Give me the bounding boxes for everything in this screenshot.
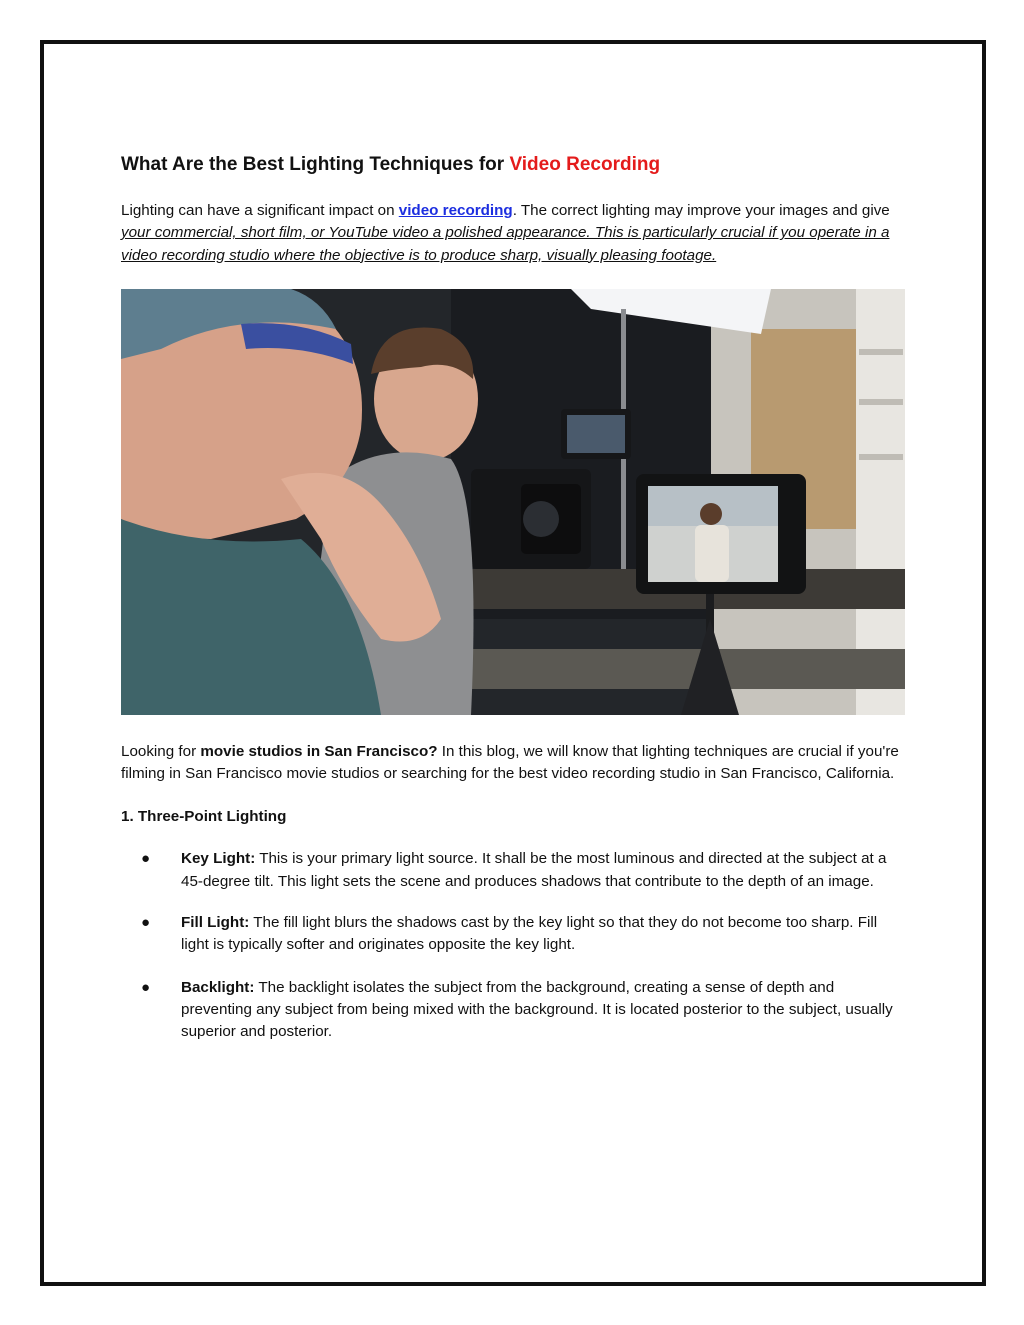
studios-bold: movie studios in San Francisco? [200,742,438,760]
title-accent: Video Recording [509,154,661,175]
list-item [121,912,905,957]
list-item [121,977,905,1044]
article-content [121,152,905,1060]
list-item-text: The backlight isolates the subject from the background, creating a sense of depth and preventing any subject from being mixed with the background. It is located posterior to the subject, usually superior and posterior. [181,978,893,1041]
list-item-text: The fill light blurs the shadows cast by the key light so that they do not become too sharp. Fill light is typically softer and originates opposite the key light. [181,914,878,954]
list-item [121,848,905,893]
intro-paragraph [121,200,905,267]
intro-post-link: . The correct lighting may improve your images and give [512,202,890,219]
video-recording-link[interactable]: video recording [398,202,513,219]
bullet-icon: ● [141,978,151,996]
studios-rest: In this blog, we will know that lighting techniques are crucial if you're filming in San Francisco movie studios or searching for the best video recording studio in San Francisco, California. [121,742,899,783]
bullet-icon: ● [141,914,151,932]
lighting-list [121,848,905,1043]
studios-lead: Looking for [121,742,201,760]
intro-emphasized: your commercial, short film, or YouTube video a polished appearance. This is particularly crucial if you operate in a video recording studio where the objective is to produce sharp, visually pleasing footage. [121,224,890,264]
list-item-term: Backlight: [181,978,255,996]
section-heading: 1. Three-Point Lighting [121,808,287,826]
title-main: What Are the Best Lighting Techniques for [121,154,510,175]
list-item-term: Fill Light: [181,914,250,932]
intro-pre-link: Lighting can have a significant impact on [121,202,399,219]
list-item-term: Key Light: [181,850,256,868]
article-title [121,152,905,178]
list-item-text: This is your primary light source. It shall be the most luminous and directed at the subject at a 45-degree tilt. This light sets the scene and produces shadows that contribute to the depth of an image. [181,850,887,890]
bullet-icon: ● [141,850,151,868]
hero-image [121,289,905,715]
studios-paragraph [121,741,905,786]
